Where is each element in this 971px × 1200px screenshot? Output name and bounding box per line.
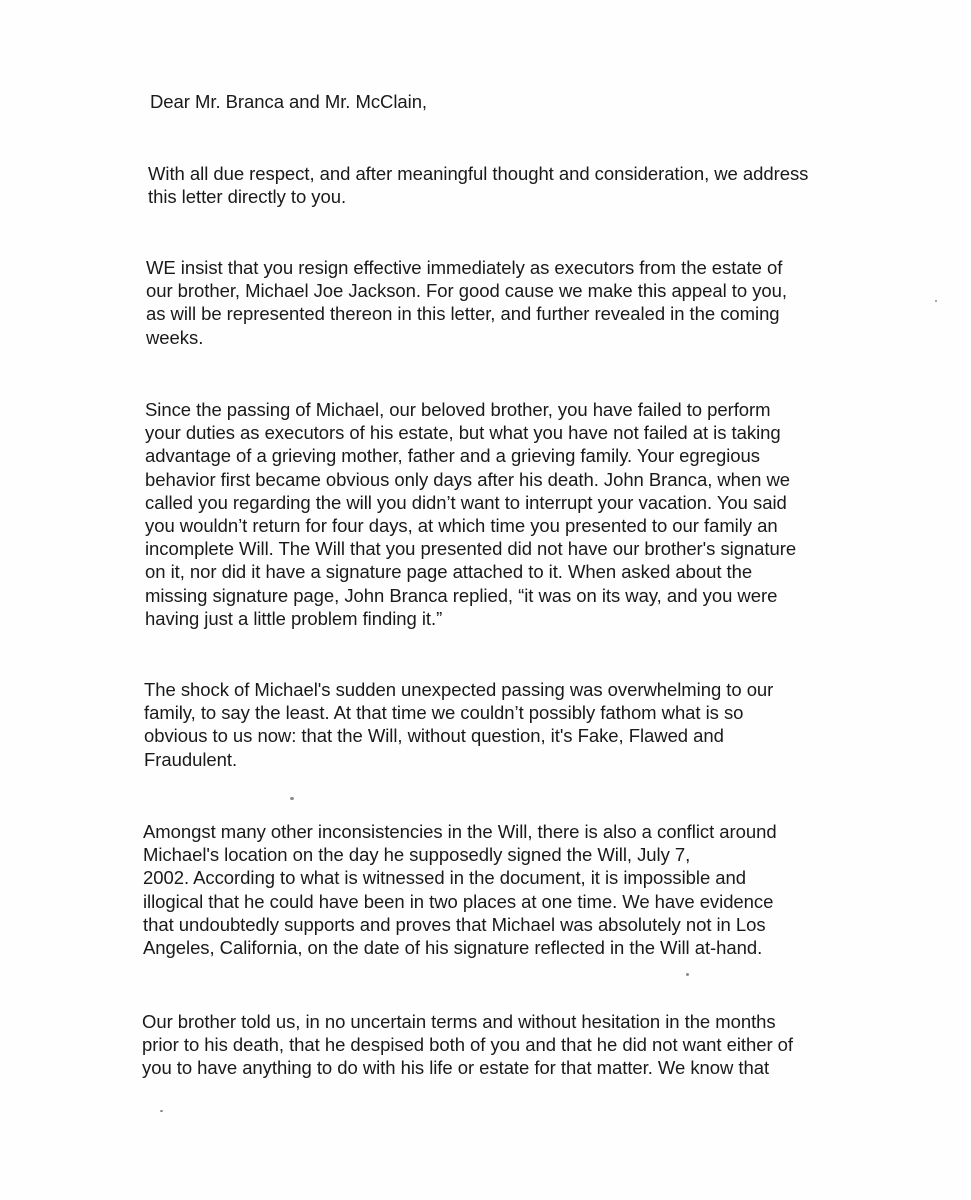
paragraph-line: Since the passing of Michael, our beloved brother, you have failed to perform bbox=[145, 399, 771, 420]
scan-speck bbox=[160, 1110, 163, 1112]
paragraph-line: Fraudulent. bbox=[144, 748, 238, 770]
scan-speck bbox=[686, 973, 689, 976]
paragraph-line: behavior first became obvious only days after his death. John Branca, when we bbox=[145, 468, 791, 490]
paragraph-line: you to have anything to do with his life or estate for that matter. We know that bbox=[142, 1057, 770, 1079]
paragraph-line: Michael's location on the day he supposedly signed the Will, July 7, bbox=[143, 844, 691, 866]
salutation: Dear Mr. Branca and Mr. McClain, bbox=[150, 91, 428, 112]
paragraph-line: that undoubtedly supports and proves that Michael was absolutely not in Los bbox=[143, 913, 766, 935]
paragraph-1 bbox=[148, 162, 808, 208]
paragraph-line: incomplete Will. The Will that you presented did not have our brother's signature bbox=[145, 538, 797, 560]
paragraph-line: this letter directly to you. bbox=[148, 186, 347, 208]
paragraph-line: our brother, Michael Joe Jackson. For good cause we make this appeal to you, bbox=[146, 280, 787, 302]
paragraph-line: The shock of Michael's sudden unexpected passing was overwhelming to our bbox=[144, 679, 774, 700]
paragraph-line: weeks. bbox=[146, 326, 204, 348]
paragraph-line: 2002. According to what is witnessed in the document, it is impossible and bbox=[143, 867, 747, 889]
paragraph-5 bbox=[143, 820, 777, 959]
paragraph-line: on it, nor did it have a signature page attached to it. When asked about the bbox=[145, 561, 753, 583]
paragraph-line: called you regarding the will you didn’t want to interrupt your vacation. You said bbox=[145, 491, 787, 513]
paragraph-line: With all due respect, and after meaningful thought and consideration, we address bbox=[148, 163, 809, 184]
paragraph-line: Our brother told us, in no uncertain terms and without hesitation in the months bbox=[142, 1011, 776, 1032]
paragraph-line: prior to his death, that he despised both of you and that he did not want either of bbox=[142, 1034, 793, 1056]
paragraph-line: Amongst many other inconsistencies in the Will, there is also a conflict around bbox=[143, 821, 777, 842]
paragraph-2 bbox=[146, 256, 787, 349]
paragraph-line: having just a little problem finding it.” bbox=[145, 607, 443, 629]
paragraph-line: missing signature page, John Branca replied, “it was on its way, and you were bbox=[145, 584, 778, 606]
paragraph-line: as will be represented thereon in this letter, and further revealed in the coming bbox=[146, 303, 780, 325]
scan-speck bbox=[290, 797, 294, 800]
paragraph-4 bbox=[144, 678, 773, 771]
paragraph-6 bbox=[142, 1010, 793, 1080]
paragraph-line: illogical that he could have been in two places at one time. We have evidence bbox=[143, 890, 774, 912]
paragraph-line: you wouldn’t return for four days, at which time you presented to our family an bbox=[145, 515, 778, 537]
scan-speck bbox=[935, 300, 937, 302]
paragraph-3 bbox=[145, 398, 796, 630]
paragraph-line: family, to say the least. At that time we couldn’t possibly fathom what is so bbox=[144, 702, 744, 724]
paragraph-line: WE insist that you resign effective immediately as executors from the estate of bbox=[146, 257, 783, 278]
paragraph-line: Angeles, California, on the date of his signature reflected in the Will at-hand. bbox=[143, 937, 763, 959]
paragraph-line: advantage of a grieving mother, father and a grieving family. Your egregious bbox=[145, 445, 760, 467]
paragraph-line: your duties as executors of his estate, but what you have not failed at is taking bbox=[145, 422, 781, 444]
paragraph-line: obvious to us now: that the Will, without question, it's Fake, Flawed and bbox=[144, 725, 724, 747]
